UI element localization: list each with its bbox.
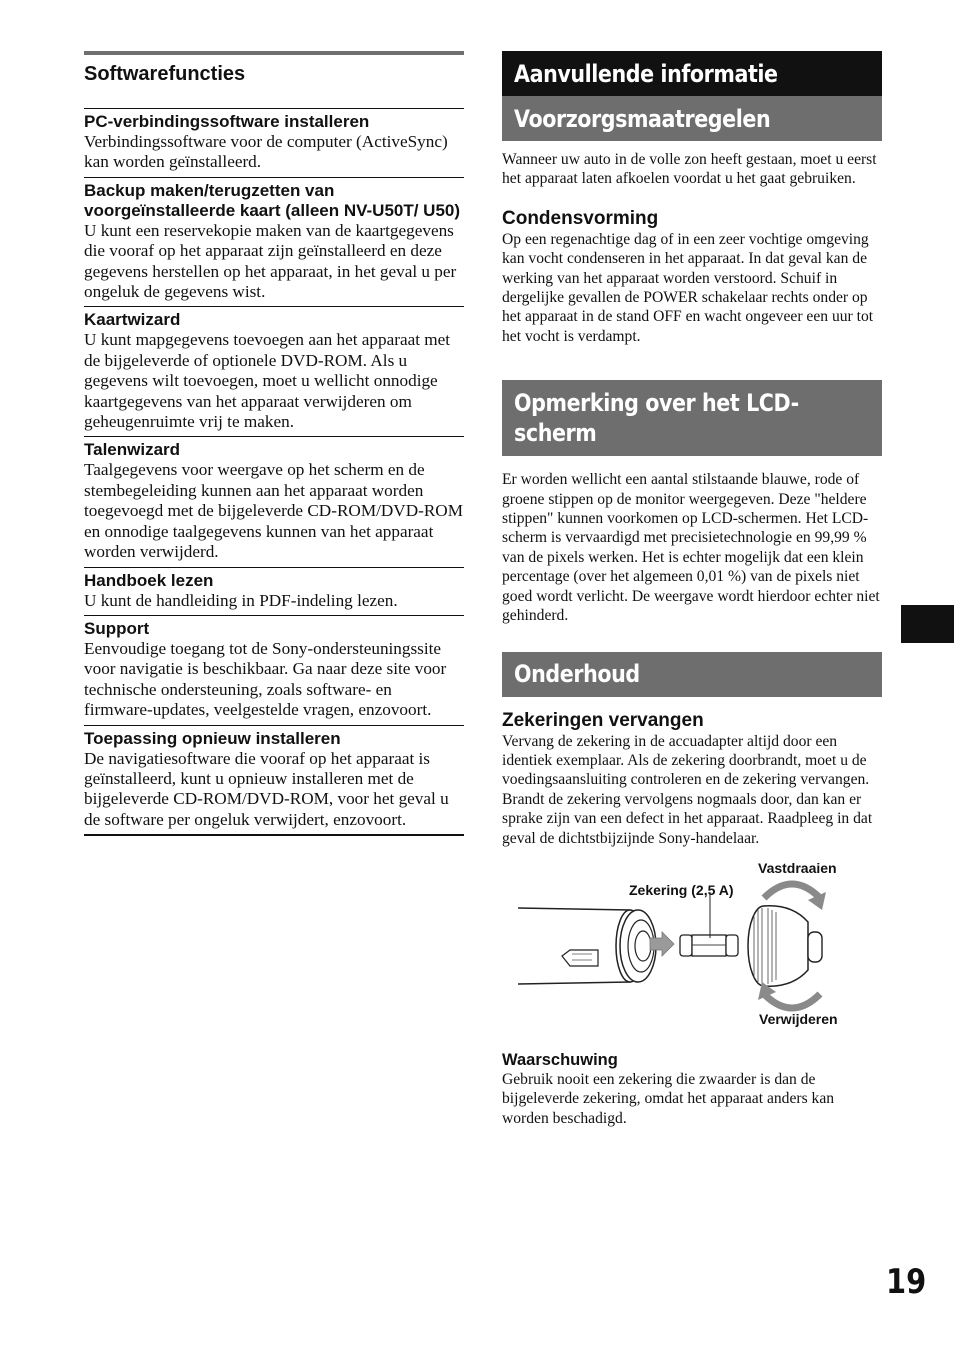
item-heading: PC-verbindingssoftware installeren [84,112,370,131]
chapter-title: Aanvullende informatie [514,59,778,88]
list-item [84,108,464,177]
item-heading: Handboek lezen [84,570,214,590]
condensation-text: Op een regenachtige dag of in een zeer vochtige omgeving kan vocht condenseren in het apparaat. In dat geval kan de werking van het apparaat worden verstoord. Schuif in dergelijke gevallen de POWER schakelaar rechts onder op het apparaat in de stand OFF en wacht ongeveer een uur tot het vocht is verdampt. [502,230,874,345]
warning-heading: Waarschuwing [502,1050,618,1069]
precautions-intro: Wanneer uw auto in de volle zon heeft gestaan, moet u eerst het apparaat laten afkoelen voordat u het gaat gebruiken. [502,151,877,188]
fuse-text: Vervang de zekering in de accuadapter altijd door een identiek exemplaar. Als de zekering doorbrandt, moet u de voedingsaansluiting controleren en de zekering vervangen. Brandt de zekering vervolgens nogmaals door, dan kan er sprake zijn van een defect in het apparaat. Raadpleeg in dat geval de dichtstbijzijnde Sony-handelaar. [502,732,873,847]
item-text: Verbindingssoftware voor de computer (ActiveSync) kan worden geïnstalleerd. [84,132,448,172]
maintenance-title: Onderhoud [514,660,640,688]
lcd-banner [502,380,882,456]
additional-info-column [502,51,882,1128]
list-item [84,615,464,725]
lcd-text: Er worden wellicht een aantal stilstaande blauwe, rode of groene stippen op de monitor weergegeven. Deze "heldere stippen" kunnen voorkomen op LCD-schermen. Het LCD-scherm is vervaardigd met precisietechnologie en 99,99 % van de pixels werken. Het is echter mogelijk dat een klein percentage (over het algemeen 0,01 %) van de pixels niet goed wordt verlicht. De weergave wordt hierdoor echter niet gehinderd. [502,471,880,625]
list-item [84,436,464,566]
item-heading: Toepassing opnieuw installeren [84,728,341,748]
item-text: U kunt een reservekopie maken van de kaartgegevens die vooraf op het apparaat zijn geïnstalleerd en deze gegevens herstellen op het apparaat, in het geval u per ongeluk de gegevens wist. [84,220,457,302]
fuse-heading: Zekeringen vervangen [502,709,704,731]
warning-text: Gebruik nooit een zekering die zwaarder is dan de bijgeleverde zekering, omdat het apparaat anders kan worden beschadigd. [502,1070,835,1127]
chapter-index-tab [901,605,954,643]
maintenance-banner [502,652,882,697]
item-heading: Talenwizard [84,440,181,460]
fuse-replacement-figure [502,854,882,1050]
item-text: U kunt mapgegevens toevoegen aan het apparaat met de bijgeleverde of optionele DVD-ROM. Als u gegevens wilt toevoegen, moet u wellicht onnodige kaartgegevens van het apparaat verwijderen om geheugenruimte vrij te maken. [84,330,451,432]
fuse-illustration [502,854,882,1050]
lcd-title-line1: Opmerking over het LCD- [514,389,799,418]
item-text: U kunt de handleiding in PDF-indeling lezen. [84,590,398,610]
item-text: De navigatiesoftware die vooraf op het apparaat is geïnstalleerd, kunt u opnieuw installeren met de bijgeleverde CD-ROM/DVD-ROM, voor het geval u de software per ongeluk verwijdert, enzovoort. [84,748,449,829]
section-rule [84,51,464,55]
tighten-label: Vastdraaien [758,859,837,876]
fuse-label: Zekering (2,5 A) [629,881,734,898]
item-heading: Backup maken/terugzetten van voorgeïnstalleerde kaart (alleen NV-U50T/ U50) [84,180,461,220]
item-heading: Kaartwizard [84,310,181,330]
software-function-list [84,108,464,836]
precautions-banner [502,96,882,141]
item-text: Taalgegevens voor weergave op het scherm en de stembegeleiding kunnen aan het apparaat worden toegevoegd met de bijgeleverde CD-ROM/DVD-ROM en onnodige taalgegevens kunnen van het apparaat worden verwijderd. [84,460,463,562]
page-number: 19 [886,1262,927,1302]
chapter-banner [502,51,882,96]
list-item [84,177,464,307]
item-text: Eenvoudige toegang tot de Sony-ondersteuningssite voor navigatie is beschikbaar. Ga naar deze site voor technische ondersteuning, zoals software- en firmware-updates, veelgestelde vragen, enzovoort. [84,638,447,720]
item-heading: Support [84,618,150,638]
lcd-title-line2: scherm [514,419,597,448]
list-item [84,567,464,615]
remove-label: Verwijderen [759,1010,838,1027]
list-item [84,306,464,436]
precautions-title: Voorzorgsmaatregelen [514,104,771,133]
condensation-heading: Condensvorming [502,207,659,229]
software-functions-column [84,51,464,836]
section-title: Softwarefuncties [84,63,246,85]
list-item [84,725,464,835]
